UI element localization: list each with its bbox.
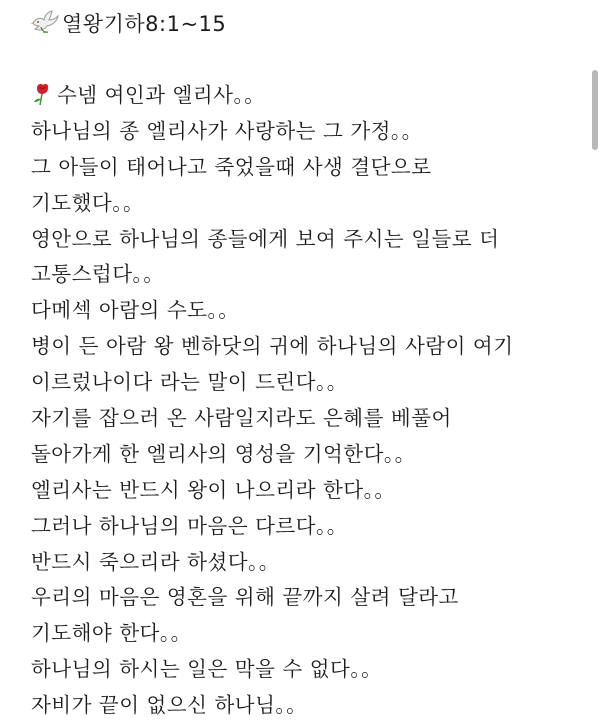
text-line: 수넴 여인과 엘리사。。 <box>31 78 588 114</box>
dove-icon <box>30 9 60 37</box>
text-line: 하나님의 하시는 일은 막을 수 없다。。 <box>31 657 383 682</box>
text-line: 하나님의 종 엘리사가 사랑하는 그 가정。。 <box>31 118 423 143</box>
scrollbar-thumb[interactable] <box>592 70 598 150</box>
text-line: 자비가 끝이 없으신 하나님。。 <box>31 693 308 718</box>
text-line: 자기를 잡으러 온 사람일지라도 은혜를 베풀어 <box>31 406 452 431</box>
text-lines <box>31 78 588 724</box>
text-line: 고통스럽다。。 <box>31 262 165 287</box>
text-line: 그 아들이 태어나고 죽었을때 사생 결단으로 <box>31 154 432 179</box>
text-line: 병이 든 아람 왕 벤하닷의 귀에 하나님의 사람이 여기 <box>31 334 514 359</box>
scrollbar[interactable] <box>588 0 600 728</box>
text-line: 엘리사는 반드시 왕이 나으리라 한다。。 <box>31 477 396 502</box>
text-line: 기도했다。。 <box>31 190 144 215</box>
text-line: 우리의 마음은 영혼을 위해 끝까지 살려 달라고 <box>31 585 459 610</box>
text-line: 반드시 죽으리라 하셨다。。 <box>31 549 280 574</box>
page-title: 열왕기하8:1~15 <box>62 12 227 36</box>
text-line: 이르렀나이다 라는 말이 드린다。。 <box>31 370 348 395</box>
title-row <box>30 6 226 40</box>
text-line: 영안으로 하나님의 종들에게 보여 주시는 일들로 더 <box>31 226 500 251</box>
text-line: 돌아가게 한 엘리사의 영성을 기억한다。。 <box>31 441 416 466</box>
text-line: 다메섹 아람의 수도。。 <box>31 298 240 323</box>
rose-icon <box>31 82 53 106</box>
text-line: 그러나 하나님의 마음은 다르다。。 <box>31 513 348 538</box>
text-line: 기도해야 한다。。 <box>31 621 192 646</box>
